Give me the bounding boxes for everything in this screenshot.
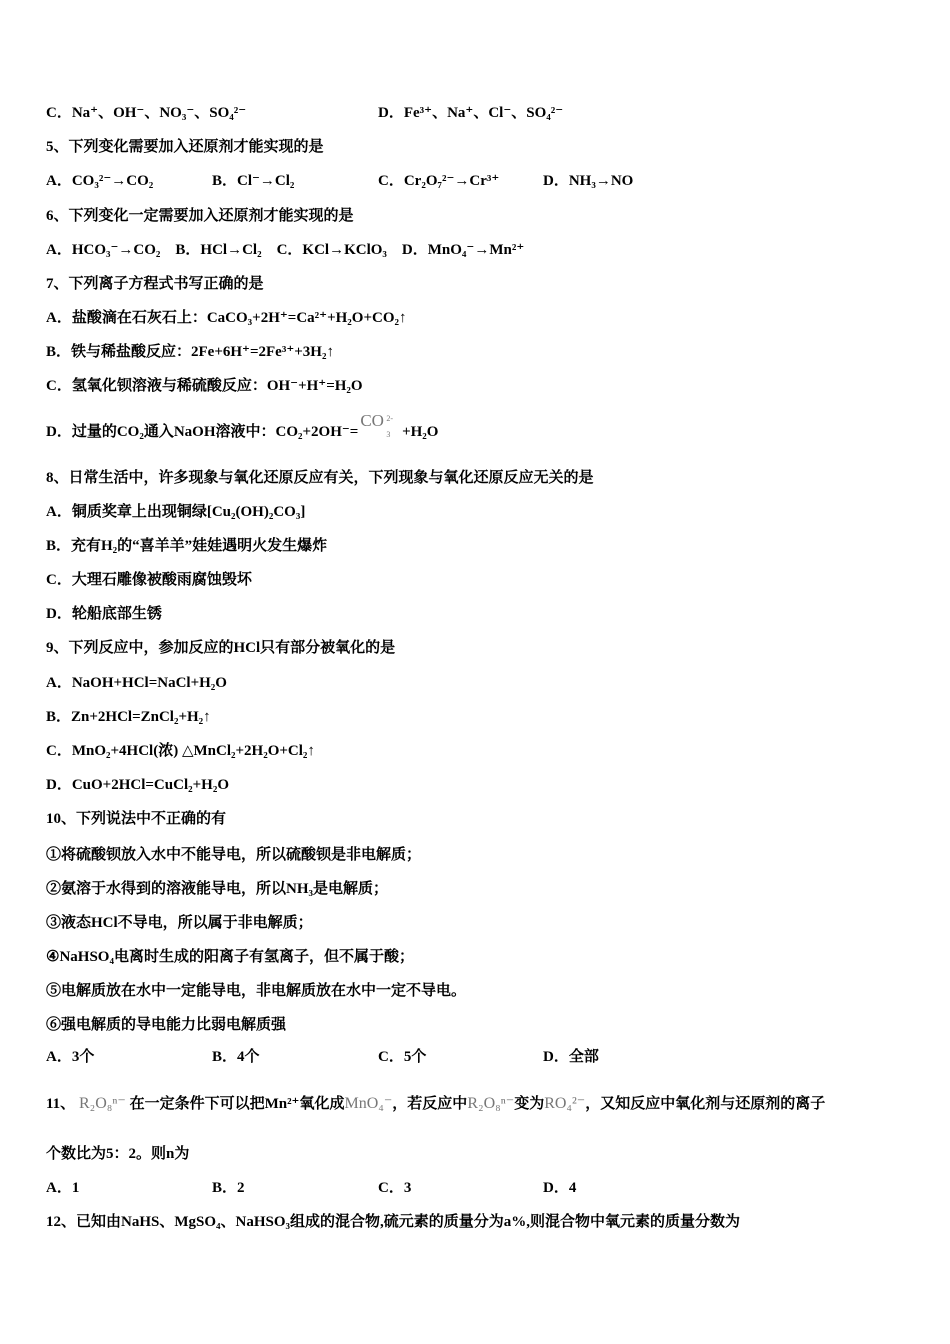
q7-option-c: C．氢氧化钡溶液与稀硫酸反应：OH⁻+H⁺=H₂O (46, 378, 363, 394)
q8-option-a: A．铜质奖章上出现铜绿[Cu₂(OH)₂CO₃] (46, 504, 306, 520)
q8-option-d: D．轮船底部生锈 (46, 606, 162, 622)
q10-option-d: D．全部 (543, 1049, 599, 1065)
q5-stem: 5、下列变化需要加入还原剂才能实现的是 (46, 139, 324, 155)
q7-option-a: A．盐酸滴在石灰石上：CaCO₃+2H⁺=Ca²⁺+H₂O+CO₂↑ (46, 310, 407, 326)
q10-statement-5: ⑤电解质放在水中一定能导电，非电解质放在水中一定不导电。 (46, 983, 467, 999)
q9-option-b: B．Zn+2HCl=ZnCl₂+H₂↑ (46, 709, 211, 725)
q10-option-b: B．4个 (212, 1049, 260, 1065)
q12-stem: 12、已知由NaHS、MgSO₄、NaHSO₃组成的混合物,硫元素的质量分为a%,则混合物中氧元素的质量分数为 (46, 1214, 741, 1230)
q10-statement-6: ⑥强电解质的导电能力比弱电解质强 (46, 1017, 287, 1033)
q11-text-2: ，若反应中 (392, 1096, 468, 1112)
q10-stem: 10、下列说法中不正确的有 (46, 811, 227, 827)
q6-stem: 6、下列变化一定需要加入还原剂才能实现的是 (46, 208, 354, 224)
q7-option-d-pre: D．过量的CO₂通入NaOH溶液中：CO₂+2OH⁻= (46, 424, 359, 440)
q4-option-d: D．Fe³⁺、Na⁺、Cl⁻、SO₄²⁻ (378, 105, 564, 121)
q11-text-3: 变为 (514, 1096, 545, 1112)
q7-option-b: B．铁与稀盐酸反应：2Fe+6H⁺=2Fe³⁺+3H₂↑ (46, 344, 334, 360)
q9-option-c: C．MnO₂+4HCl(浓) △MnCl₂+2H₂O+Cl₂↑ (46, 743, 315, 759)
q5-option-b: B．Cl⁻→Cl₂ (212, 173, 295, 189)
q11-text-4: ，又知反应中氧化剂与还原剂的离子 (585, 1096, 826, 1112)
q9-option-d: D．CuO+2HCl=CuCl₂+H₂O (46, 777, 229, 793)
q10-statement-1: ①将硫酸钡放入水中不能导电，所以硫酸钡是非电解质； (46, 847, 422, 863)
q8-option-c: C．大理石雕像被酸雨腐蚀毁坏 (46, 572, 252, 588)
q11-option-c: C．3 (378, 1180, 412, 1196)
q10-statement-2: ②氨溶于水得到的溶液能导电，所以NH₃是电解质； (46, 881, 388, 897)
q11-option-b: B．2 (212, 1180, 245, 1196)
q10-statement-4: ④NaHSO₄电离时生成的阳离子有氢离子，但不属于酸； (46, 949, 414, 965)
q5-option-c: C．Cr₂O₇²⁻→Cr³⁺ (378, 173, 500, 189)
carbonate-ion-formula: CO 2- 3 (360, 410, 394, 439)
q7-stem: 7、下列离子方程式书写正确的是 (46, 276, 264, 292)
q11-text-1: 在一定条件下可以把Mn²⁺氧化成 (129, 1096, 345, 1112)
q11-line-2: 个数比为5：2。则n为 (46, 1146, 190, 1162)
q11-number: 11、 (46, 1096, 76, 1112)
q8-stem: 8、日常生活中，许多现象与氧化还原反应有关，下列现象与氧化还原反应无关的是 (46, 470, 594, 486)
q10-option-c: C．5个 (378, 1049, 427, 1065)
q5-option-d: D．NH₃→NO (543, 173, 634, 189)
q9-option-a: A．NaOH+HCl=NaCl+H₂O (46, 675, 227, 691)
q9-stem: 9、下列反应中，参加反应的HCl只有部分被氧化的是 (46, 640, 396, 656)
q11-option-d: D．4 (543, 1180, 577, 1196)
permanganate-ion-formula: MnO₄⁻ (344, 1095, 393, 1112)
q10-option-a: A．3个 (46, 1049, 95, 1065)
q8-option-b: B．充有H₂的“喜羊羊”娃娃遇明火发生爆炸 (46, 538, 328, 554)
r2o8-ion-formula-2: R₂O₈ⁿ⁻ (467, 1095, 515, 1112)
q11-line-1 (46, 1094, 825, 1114)
q4-option-c: C．Na⁺、OH⁻、NO₃⁻、SO₄²⁻ (46, 105, 247, 121)
q5-option-a: A．CO₃²⁻→CO₂ (46, 173, 154, 189)
q10-statement-3: ③液态HCl不导电，所以属于非电解质； (46, 915, 313, 931)
r2o8-ion-formula: R₂O₈ⁿ⁻ (78, 1095, 126, 1112)
ro4-ion-formula: RO₄²⁻ (544, 1095, 586, 1112)
q11-option-a: A．1 (46, 1180, 80, 1196)
q7-option-d-post: +H₂O (398, 424, 439, 440)
q7-option-d (46, 410, 439, 443)
q6-options: A．HCO₃⁻→CO₂ B．HCl→Cl₂ C．KCl→KClO₃ D．MnO₄⁻→Mn²⁺ (46, 242, 525, 258)
